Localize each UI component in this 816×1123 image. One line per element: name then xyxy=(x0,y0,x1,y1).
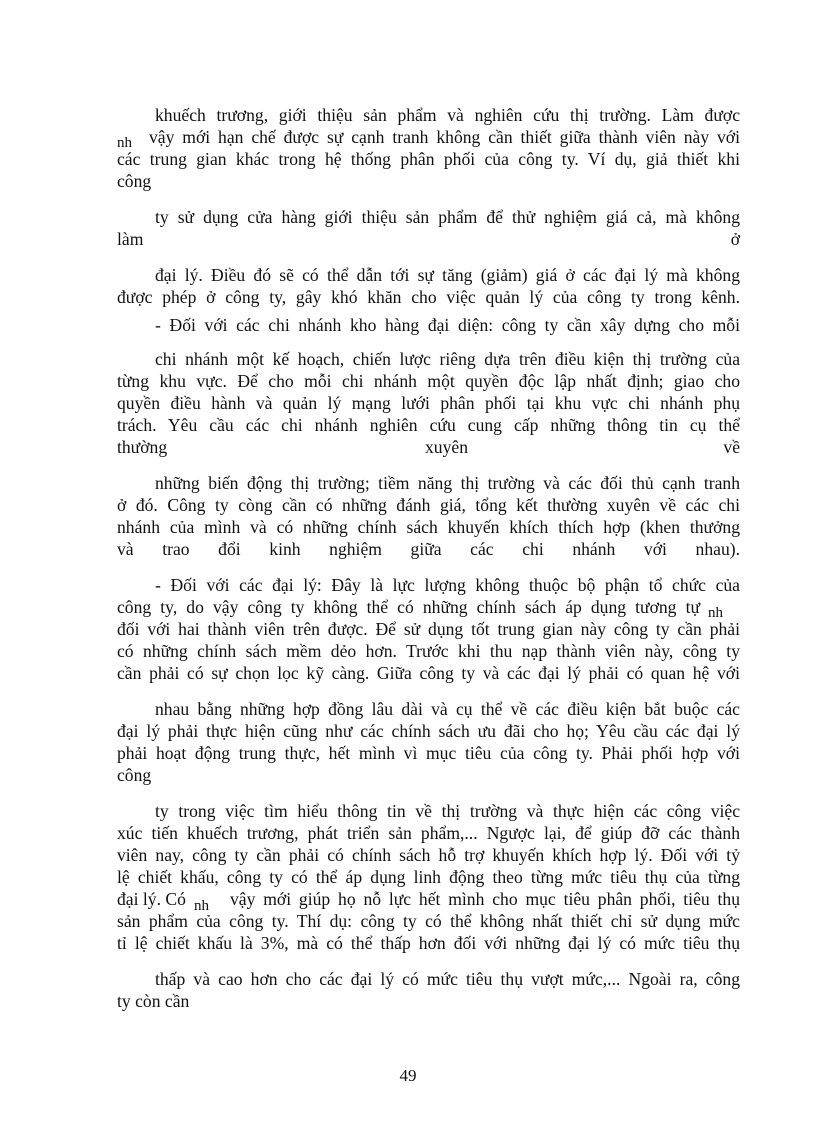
text-line: sản phẩm của công ty. Thí dụ: công ty có thể không nhất thiết chỉ sử dụng mức xyxy=(117,911,740,931)
text-line: cần phải có sự chọn lọc kỹ càng. Giữa công ty và các đại lý phải có quan hệ với xyxy=(117,663,740,683)
stray-fragment: nh xyxy=(194,898,209,914)
text-line: đối với hai thành viên trên được. Để sử dụng tốt trung gian này công ty cần phải xyxy=(117,619,740,639)
text-line: các trung gian khác trong hệ thống phân phối của công ty. Ví dụ, giả thiết khi xyxy=(117,149,740,169)
text-line: ở đó. Công ty còng cần có những đánh giá, tổng kết thường xuyên về các chi xyxy=(117,495,740,515)
text-line: công xyxy=(117,765,152,785)
text-line: những biến động thị trường; tiềm năng thị trường và các đối thủ cạnh tranh xyxy=(155,473,740,493)
text-line: xúc tiến khuếch trương, phát triển sản phẩm,... Ngược lại, để giúp đỡ các thành xyxy=(117,823,740,843)
stray-fragment: về xyxy=(723,437,740,457)
text-line: vậy mới giúp họ nỗ lực hết mình cho mục tiêu phân phối, tiêu thụ xyxy=(230,889,740,909)
text-line: lệ chiết khấu, công ty có thể áp dụng linh động theo từng mức tiêu thụ của từng xyxy=(117,867,740,887)
text-line: từng khu vực. Để cho mỗi chi nhánh một quyền độc lập nhất định; giao cho xyxy=(117,371,740,391)
text-line: và trao đổi kinh nghiệm giữa các chi nhánh với nhau). xyxy=(117,539,740,559)
text-line: trách. Yêu cầu các chi nhánh nghiên cứu cung cấp những thông tin cụ thể xyxy=(117,415,740,435)
stray-fragment: xuyên xyxy=(425,437,468,457)
stray-fragment: thường xyxy=(117,437,168,457)
text-line: đại lý. Có xyxy=(117,889,186,909)
text-line: - Đối với các đại lý: Đây là lực lượng không thuộc bộ phận tổ chức của xyxy=(155,575,740,595)
stray-fragment: ở xyxy=(730,229,740,249)
text-line: tỉ lệ chiết khấu là 3%, mà có thể thấp hơn đối với những đại lý có mức tiêu thụ xyxy=(117,933,740,953)
text-line: ty trong việc tìm hiểu thông tin về thị trường và thực hiện các công việc xyxy=(155,801,740,821)
text-line: thấp và cao hơn cho các đại lý có mức tiêu thụ vượt mức,... Ngoài ra, công xyxy=(155,969,740,989)
text-line: ty còn cần xyxy=(117,991,190,1011)
text-line: quyền điều hành và quản lý mạng lưới phân phối tại khu vực chi nhánh phụ xyxy=(117,393,740,413)
text-line: nhánh của mình và có những chính sách khuyến khích thích hợp (khen thưởng xyxy=(117,517,740,537)
stray-fragment: nh xyxy=(708,605,723,621)
text-line: ty sử dụng cửa hàng giới thiệu sản phẩm để thử nghiệm giá cả, mà không xyxy=(155,207,740,227)
stray-fragment: nh xyxy=(117,135,132,151)
text-line: đại lý phải thực hiện cũng như các chính sách ưu đãi cho họ; Yêu cầu các đại lý xyxy=(117,721,740,741)
text-line: công xyxy=(117,171,152,191)
text-line: phải hoạt động trung thực, hết mình vì mục tiêu của công ty. Phải phối hợp với xyxy=(117,743,740,763)
text-line: đại lý. Điều đó sẽ có thể dẫn tới sự tăng (giảm) giá ở các đại lý mà không xyxy=(155,265,740,285)
stray-fragment: làm xyxy=(117,229,144,249)
text-line: khuếch trương, giới thiệu sản phẩm và nghiên cứu thị trường. Làm được xyxy=(155,105,740,125)
text-line: vậy mới hạn chế được sự cạnh tranh không cần thiết giữa thành viên này với xyxy=(149,127,740,147)
page-number: 49 xyxy=(399,1066,417,1085)
text-line: được phép ở công ty, gây khó khăn cho việc quản lý của công ty trong kênh. xyxy=(117,287,740,307)
text-line: nhau bằng những hợp đồng lâu dài và cụ thể về các điều kiện bắt buộc các xyxy=(155,699,740,719)
text-line: công ty, do vậy công ty không thể có những chính sách áp dụng tương tự xyxy=(117,597,700,617)
text-line: chi nhánh một kế hoạch, chiến lược riêng dựa trên điều kiện thị trường của xyxy=(155,349,740,369)
text-line: có những chính sách mềm dẻo hơn. Trước khi thu nạp thành viên này, công ty xyxy=(117,641,740,661)
text-line: viên nay, công ty cần phải có chính sách hỗ trợ khuyến khích hợp lý. Đối với tỷ xyxy=(117,845,740,865)
text-line: - Đối với các chi nhánh kho hàng đại diện: công ty cần xây dựng cho mỗi xyxy=(155,315,740,335)
